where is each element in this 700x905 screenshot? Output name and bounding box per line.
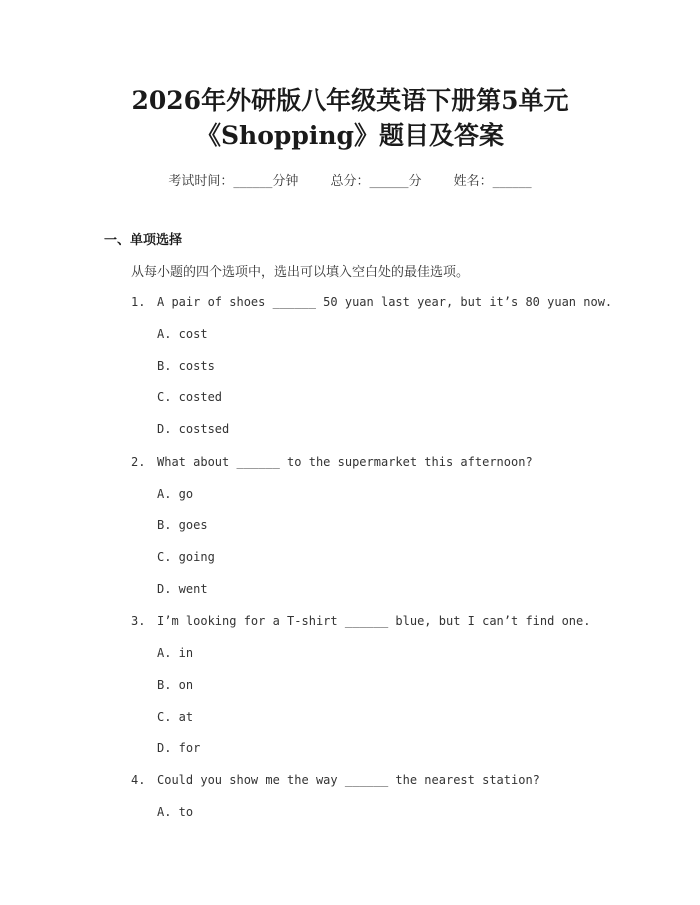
exam-name-field: 姓名：______ bbox=[453, 174, 532, 189]
option: B. costs bbox=[157, 359, 215, 373]
option: A. to bbox=[157, 805, 194, 819]
question-text: I’m looking for a T-shirt ______ blue, but I can’t find one. bbox=[157, 614, 591, 628]
question-number: 3. bbox=[131, 614, 146, 628]
option: C. going bbox=[157, 550, 215, 564]
option: C. at bbox=[157, 710, 194, 724]
option: B. on bbox=[157, 678, 194, 692]
question-number: 1. bbox=[131, 295, 146, 309]
question-text: A pair of shoes ______ 50 yuan last year, but it’s 80 yuan now. bbox=[157, 295, 613, 309]
option: A. cost bbox=[157, 327, 208, 341]
section-instruction: 从每小题的四个选项中，选出可以填入空白处的最佳选项。 bbox=[131, 265, 470, 280]
exam-score-field: 总分：______分 bbox=[330, 174, 422, 189]
option: D. costsed bbox=[157, 422, 230, 436]
section-heading: 一、单项选择 bbox=[104, 233, 183, 248]
question-number: 4. bbox=[131, 773, 146, 787]
option: D. for bbox=[157, 741, 201, 755]
question-text: Could you show me the way ______ the nearest station? bbox=[157, 773, 540, 787]
exam-time-field: 考试时间：______分钟 bbox=[168, 174, 299, 189]
page-title-line-2: 《Shopping》题目及答案 bbox=[195, 121, 505, 150]
option: C. costed bbox=[157, 390, 223, 404]
option: A. in bbox=[157, 646, 194, 660]
page-title-line-1: 2026年外研版八年级英语下册第5单元 bbox=[131, 86, 569, 115]
question-text: What about ______ to the supermarket this afternoon? bbox=[157, 455, 533, 469]
option: A. go bbox=[157, 487, 194, 501]
question-number: 2. bbox=[131, 455, 146, 469]
option: D. went bbox=[157, 582, 208, 596]
exam-info bbox=[0, 170, 700, 189]
option: B. goes bbox=[157, 518, 208, 532]
